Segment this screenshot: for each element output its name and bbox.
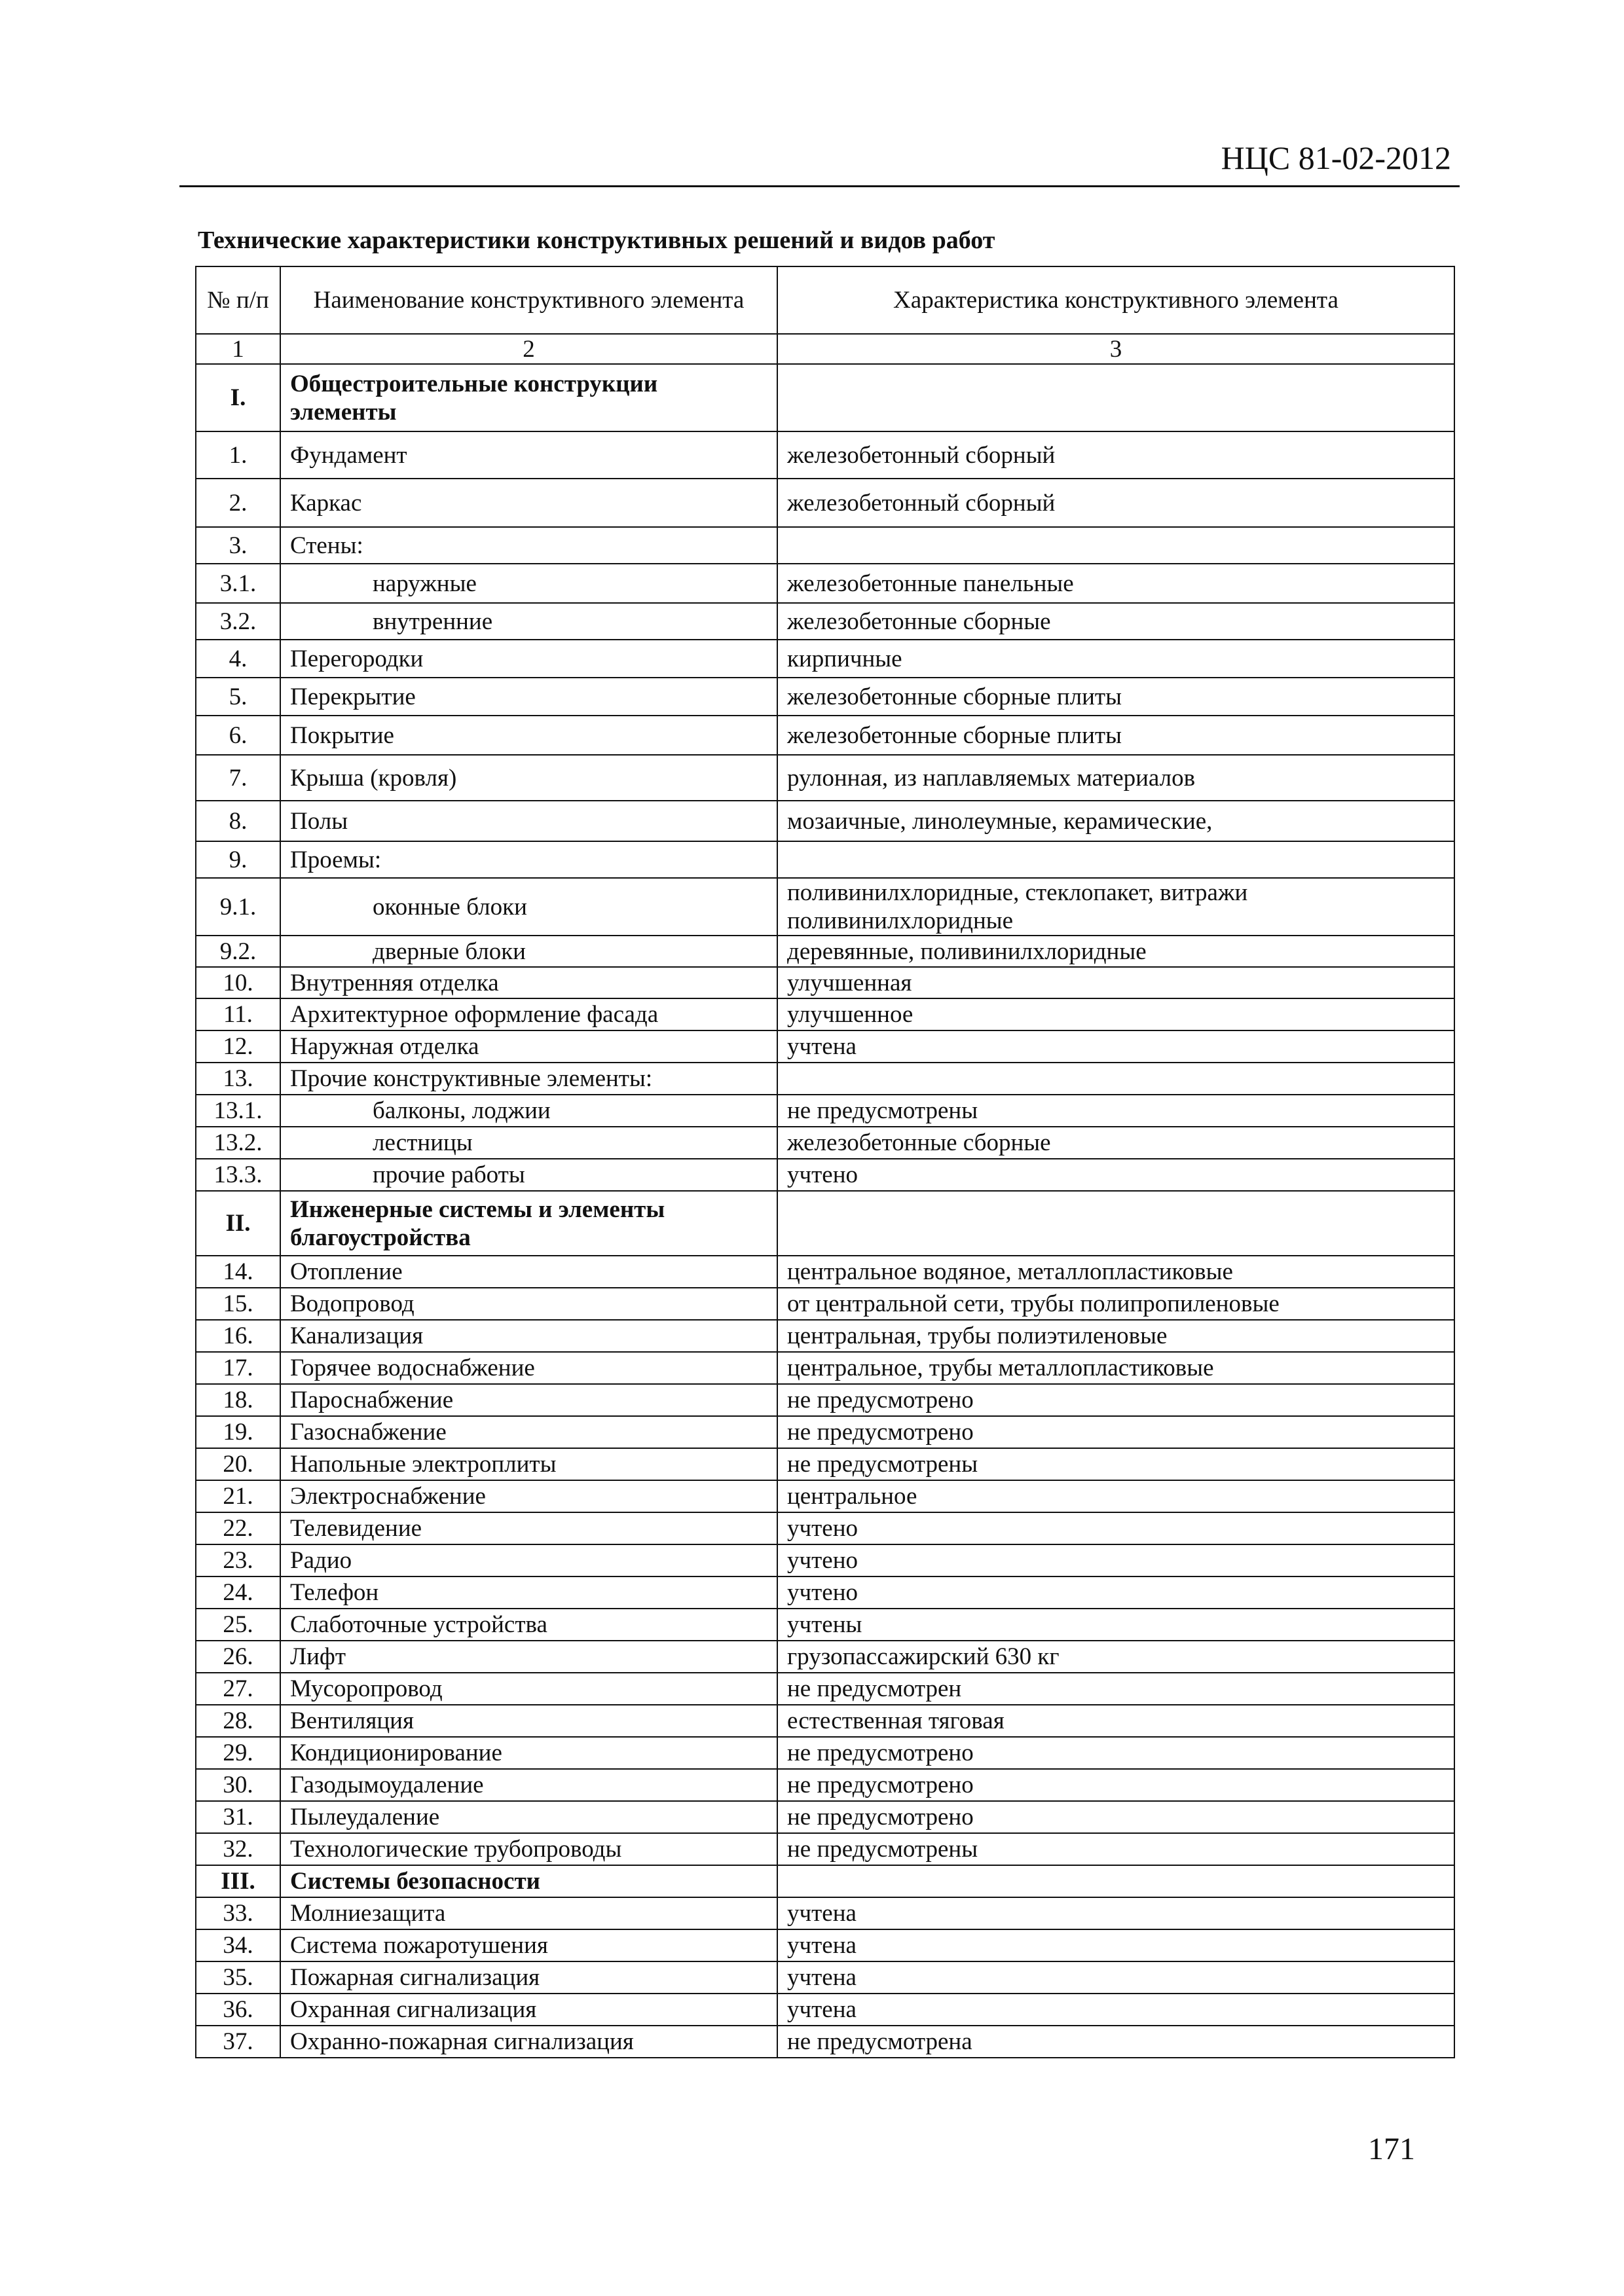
element-name: внутренние (280, 603, 777, 640)
table-row (196, 1897, 1454, 1929)
element-name: Перекрытие (280, 678, 777, 716)
table-row (196, 1030, 1454, 1063)
element-characteristic: учтено (777, 1576, 1454, 1609)
element-characteristic: не предусмотрены (777, 1833, 1454, 1865)
element-characteristic: центральная, трубы полиэтиленовые (777, 1320, 1454, 1352)
element-name: Пылеудаление (280, 1801, 777, 1833)
row-number: 1. (196, 431, 280, 479)
element-name: лестницы (280, 1127, 777, 1159)
row-number: 37. (196, 2026, 280, 2058)
table-row (196, 1480, 1454, 1512)
row-number: I. (196, 364, 280, 431)
element-characteristic: не предусмотрено (777, 1384, 1454, 1416)
element-characteristic: железобетонные сборные (777, 1127, 1454, 1159)
element-name: Система пожаротушения (280, 1929, 777, 1961)
element-name: Наружная отделка (280, 1030, 777, 1063)
element-characteristic: не предусмотрено (777, 1737, 1454, 1769)
element-name: Крыша (кровля) (280, 755, 777, 801)
element-name: Технологические трубопроводы (280, 1833, 777, 1865)
header-element-name: Наименование конструктивного элемента (280, 266, 777, 334)
element-characteristic: учтена (777, 1030, 1454, 1063)
row-number: 18. (196, 1384, 280, 1416)
table-row (196, 1961, 1454, 1994)
element-characteristic (777, 364, 1454, 431)
table-row (196, 1641, 1454, 1673)
element-characteristic: не предусмотрено (777, 1769, 1454, 1801)
element-name: Слаботочные устройства (280, 1609, 777, 1641)
element-name: Охранная сигнализация (280, 1994, 777, 2026)
element-name: Кондиционирование (280, 1737, 777, 1769)
row-number: 30. (196, 1769, 280, 1801)
element-characteristic: учтена (777, 1929, 1454, 1961)
element-characteristic (777, 1063, 1454, 1095)
column-number: 1 (196, 334, 280, 364)
table-row (196, 998, 1454, 1030)
section-row (196, 364, 1454, 431)
row-number: 27. (196, 1673, 280, 1705)
element-characteristic: учтено (777, 1544, 1454, 1576)
spec-table (195, 266, 1455, 2058)
header-rule (179, 185, 1460, 187)
table-row (196, 801, 1454, 841)
row-number: 7. (196, 755, 280, 801)
table-row (196, 967, 1454, 998)
table-row (196, 431, 1454, 479)
table-row (196, 1705, 1454, 1737)
row-number: 33. (196, 1897, 280, 1929)
element-name: наружные (280, 564, 777, 603)
table-row (196, 1416, 1454, 1448)
element-characteristic: деревянные, поливинилхлоридные (777, 936, 1454, 967)
element-characteristic: железобетонные сборные плиты (777, 678, 1454, 716)
row-number: 35. (196, 1961, 280, 1994)
table-row (196, 1769, 1454, 1801)
row-number: 9.2. (196, 936, 280, 967)
element-name: Прочие конструктивные элементы: (280, 1063, 777, 1095)
table-row (196, 1288, 1454, 1320)
element-name: Внутренняя отделка (280, 967, 777, 998)
table-row (196, 1512, 1454, 1544)
element-characteristic: железобетонные сборные (777, 603, 1454, 640)
element-name: Отопление (280, 1256, 777, 1288)
element-name: Канализация (280, 1320, 777, 1352)
table-header-row (196, 266, 1454, 334)
table-row (196, 755, 1454, 801)
document-code: НЦС 81-02-2012 (1221, 139, 1451, 176)
element-characteristic: учтена (777, 1994, 1454, 2026)
row-number: 28. (196, 1705, 280, 1737)
table-row (196, 1576, 1454, 1609)
element-name: Архитектурное оформление фасада (280, 998, 777, 1030)
table-row (196, 2026, 1454, 2058)
row-number: 31. (196, 1801, 280, 1833)
row-number: 13.3. (196, 1159, 280, 1191)
row-number: 12. (196, 1030, 280, 1063)
element-name: Пожарная сигнализация (280, 1961, 777, 1994)
element-name: Общестроительные конструкции элементы (280, 364, 777, 431)
row-number: 16. (196, 1320, 280, 1352)
table-row (196, 1384, 1454, 1416)
row-number: 34. (196, 1929, 280, 1961)
table-row (196, 678, 1454, 716)
element-characteristic (777, 1865, 1454, 1897)
row-number: 6. (196, 716, 280, 755)
page-number: 171 (1368, 2132, 1415, 2166)
row-number: 3. (196, 527, 280, 564)
row-number: 2. (196, 479, 280, 527)
element-characteristic: железобетонные панельные (777, 564, 1454, 603)
element-name: прочие работы (280, 1159, 777, 1191)
table-row (196, 1320, 1454, 1352)
element-characteristic: не предусмотрен (777, 1673, 1454, 1705)
element-name: Стены: (280, 527, 777, 564)
element-characteristic: учтена (777, 1961, 1454, 1994)
table-row (196, 936, 1454, 967)
element-characteristic: центральное (777, 1480, 1454, 1512)
row-number: 11. (196, 998, 280, 1030)
element-characteristic: грузопассажирский 630 кг (777, 1641, 1454, 1673)
row-number: 17. (196, 1352, 280, 1384)
table-row (196, 1095, 1454, 1127)
element-characteristic: не предусмотрена (777, 2026, 1454, 2058)
row-number: 15. (196, 1288, 280, 1320)
element-characteristic: учтена (777, 1897, 1454, 1929)
element-characteristic: центральное, трубы металлопластиковые (777, 1352, 1454, 1384)
table-row (196, 640, 1454, 678)
element-name: Молниезащита (280, 1897, 777, 1929)
element-characteristic: улучшенная (777, 967, 1454, 998)
row-number: 19. (196, 1416, 280, 1448)
table-row (196, 603, 1454, 640)
element-characteristic (777, 1191, 1454, 1256)
row-number: 4. (196, 640, 280, 678)
element-name: Проемы: (280, 841, 777, 878)
element-name: Инженерные системы и элементы благоустройства (280, 1191, 777, 1256)
element-name: Фундамент (280, 431, 777, 479)
row-number: 3.2. (196, 603, 280, 640)
table-row (196, 841, 1454, 878)
element-characteristic: не предусмотрено (777, 1801, 1454, 1833)
element-characteristic: не предусмотрены (777, 1095, 1454, 1127)
row-number: 32. (196, 1833, 280, 1865)
element-name: Лифт (280, 1641, 777, 1673)
element-name: Вентиляция (280, 1705, 777, 1737)
element-characteristic: естественная тяговая (777, 1705, 1454, 1737)
element-characteristic: рулонная, из наплавляемых материалов (777, 755, 1454, 801)
table-row (196, 1544, 1454, 1576)
row-number: 8. (196, 801, 280, 841)
element-characteristic: кирпичные (777, 640, 1454, 678)
row-number: 5. (196, 678, 280, 716)
element-name: Системы безопасности (280, 1865, 777, 1897)
element-characteristic: поливинилхлоридные, стеклопакет, витражи поливинилхлоридные (777, 878, 1454, 936)
element-name: Покрытие (280, 716, 777, 755)
row-number: 13.1. (196, 1095, 280, 1127)
table-row (196, 1256, 1454, 1288)
table-row (196, 878, 1454, 936)
row-number: 25. (196, 1609, 280, 1641)
table-row (196, 564, 1454, 603)
row-number: 13.2. (196, 1127, 280, 1159)
element-characteristic: железобетонные сборные плиты (777, 716, 1454, 755)
row-number: 9.1. (196, 878, 280, 936)
row-number: 26. (196, 1641, 280, 1673)
document-title: Технические характеристики конструктивных решений и видов работ (198, 227, 995, 254)
column-number: 2 (280, 334, 777, 364)
row-number: 36. (196, 1994, 280, 2026)
row-number: 14. (196, 1256, 280, 1288)
table-row (196, 1737, 1454, 1769)
element-name: Радио (280, 1544, 777, 1576)
table-row (196, 1801, 1454, 1833)
table-row (196, 1127, 1454, 1159)
element-name: Телефон (280, 1576, 777, 1609)
element-name: Газоснабжение (280, 1416, 777, 1448)
header-number: № п/п (196, 266, 280, 334)
element-characteristic: железобетонный сборный (777, 479, 1454, 527)
table-row (196, 1609, 1454, 1641)
table-row (196, 716, 1454, 755)
element-name: Полы (280, 801, 777, 841)
row-number: 24. (196, 1576, 280, 1609)
section-row (196, 1191, 1454, 1256)
row-number: 22. (196, 1512, 280, 1544)
element-name: Мусоропровод (280, 1673, 777, 1705)
column-number: 3 (777, 334, 1454, 364)
element-characteristic: мозаичные, линолеумные, керамические, (777, 801, 1454, 841)
element-characteristic (777, 527, 1454, 564)
table-row (196, 1833, 1454, 1865)
element-name: Пароснабжение (280, 1384, 777, 1416)
table-row (196, 527, 1454, 564)
table-row (196, 1352, 1454, 1384)
element-name: Каркас (280, 479, 777, 527)
element-characteristic: не предусмотрено (777, 1416, 1454, 1448)
element-name: Перегородки (280, 640, 777, 678)
element-characteristic: не предусмотрены (777, 1448, 1454, 1480)
element-characteristic: учтено (777, 1512, 1454, 1544)
table-row (196, 1994, 1454, 2026)
element-characteristic: центральное водяное, металлопластиковые (777, 1256, 1454, 1288)
element-name: Газодымоудаление (280, 1769, 777, 1801)
table-row (196, 479, 1454, 527)
element-characteristic: от центральной сети, трубы полипропиленовые (777, 1288, 1454, 1320)
row-number: III. (196, 1865, 280, 1897)
table-row (196, 1929, 1454, 1961)
element-name: Электроснабжение (280, 1480, 777, 1512)
element-characteristic (777, 841, 1454, 878)
table-row (196, 1673, 1454, 1705)
element-characteristic: улучшенное (777, 998, 1454, 1030)
element-name: Телевидение (280, 1512, 777, 1544)
element-name: балконы, лоджии (280, 1095, 777, 1127)
row-number: II. (196, 1191, 280, 1256)
element-name: Охранно-пожарная сигнализация (280, 2026, 777, 2058)
element-characteristic: учтено (777, 1159, 1454, 1191)
column-number-row (196, 334, 1454, 364)
table-row (196, 1063, 1454, 1095)
row-number: 9. (196, 841, 280, 878)
section-row (196, 1865, 1454, 1897)
header-element-characteristic: Характеристика конструктивного элемента (777, 266, 1454, 334)
row-number: 10. (196, 967, 280, 998)
row-number: 23. (196, 1544, 280, 1576)
element-name: Горячее водоснабжение (280, 1352, 777, 1384)
element-name: дверные блоки (280, 936, 777, 967)
element-characteristic: учтены (777, 1609, 1454, 1641)
element-name: Напольные электроплиты (280, 1448, 777, 1480)
table-row (196, 1448, 1454, 1480)
row-number: 13. (196, 1063, 280, 1095)
table-row (196, 1159, 1454, 1191)
row-number: 21. (196, 1480, 280, 1512)
row-number: 3.1. (196, 564, 280, 603)
element-characteristic: железобетонный сборный (777, 431, 1454, 479)
row-number: 20. (196, 1448, 280, 1480)
element-name: Водопровод (280, 1288, 777, 1320)
element-name: оконные блоки (280, 878, 777, 936)
row-number: 29. (196, 1737, 280, 1769)
